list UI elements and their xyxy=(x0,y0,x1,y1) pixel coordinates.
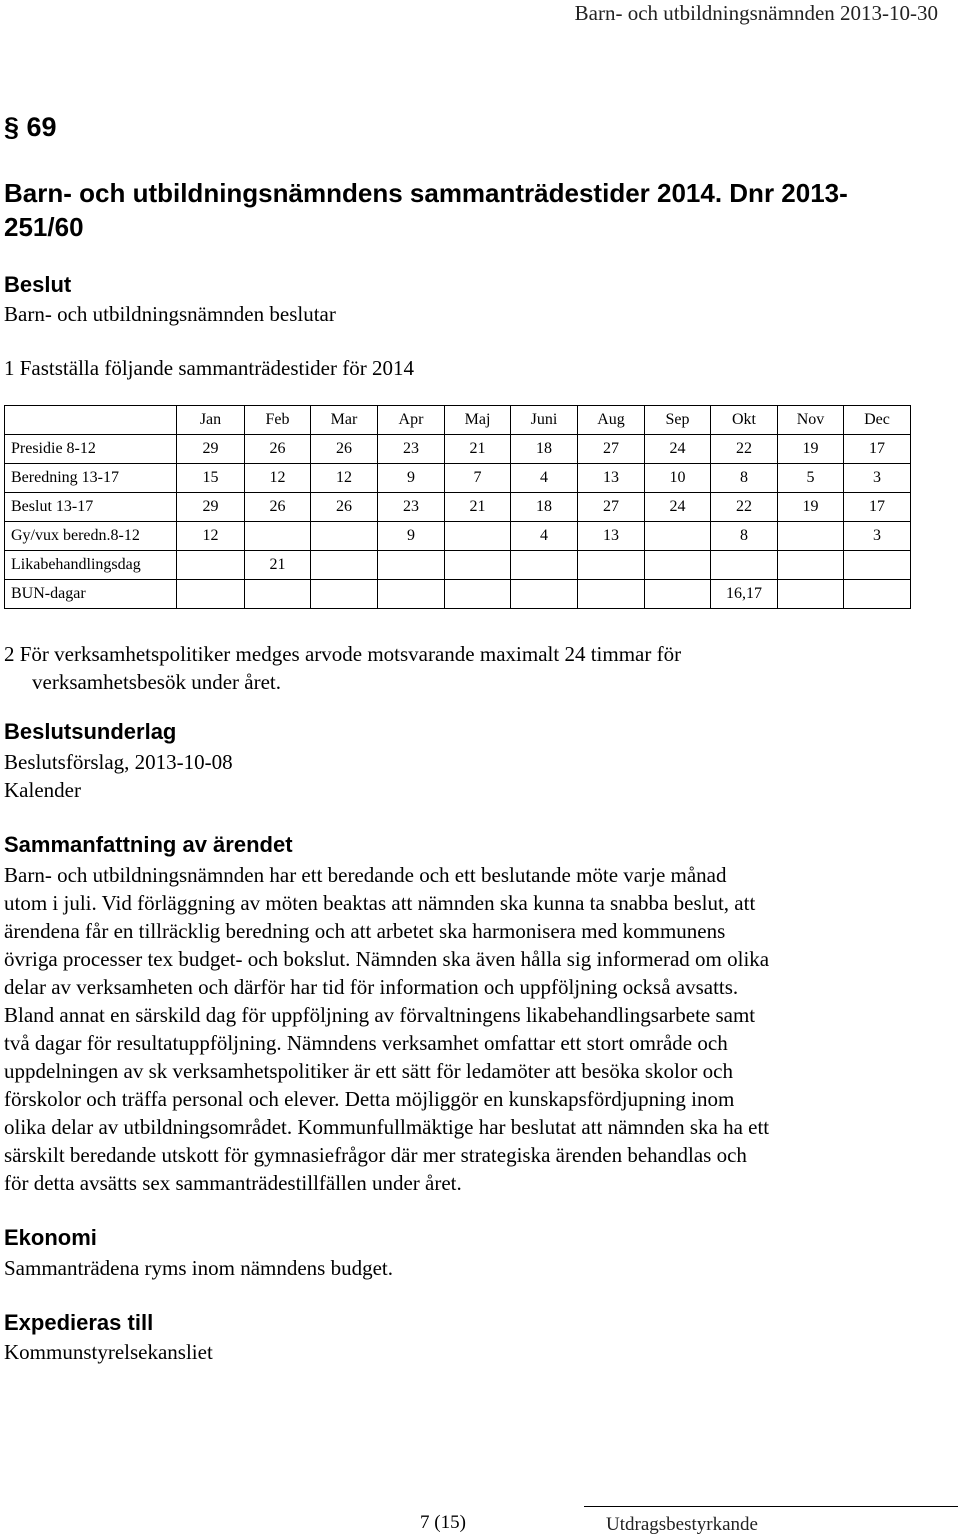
economy-text: Sammanträdena ryms inom nämndens budget. xyxy=(4,1256,394,1280)
table-cell xyxy=(844,551,911,580)
table-cell xyxy=(378,551,445,580)
table-cell: 26 xyxy=(311,435,378,464)
table-cell xyxy=(778,522,844,551)
table-cell xyxy=(245,580,311,609)
month-header: Jan xyxy=(177,406,245,435)
table-cell xyxy=(645,551,711,580)
table-cell xyxy=(578,580,645,609)
table-cell xyxy=(511,551,578,580)
table-cell: 9 xyxy=(378,522,445,551)
decision-heading: Beslut xyxy=(4,272,72,297)
table-cell xyxy=(311,522,378,551)
month-header: Maj xyxy=(445,406,511,435)
table-cell xyxy=(177,551,245,580)
table-cell xyxy=(778,551,844,580)
table-cell xyxy=(378,580,445,609)
table-cell: 19 xyxy=(778,435,844,464)
table-cell: 13 xyxy=(578,522,645,551)
table-cell xyxy=(445,580,511,609)
summary-line: övriga processer tex budget- och bokslut. Nämnden ska även hålla sig informerad om olika xyxy=(4,947,770,971)
table-cell: 8 xyxy=(711,464,778,493)
table-corner-cell xyxy=(5,406,177,435)
table-cell xyxy=(645,580,711,609)
page-number: 7 (15) xyxy=(420,1512,466,1533)
table-cell xyxy=(778,580,844,609)
table-cell: 12 xyxy=(311,464,378,493)
table-cell: 22 xyxy=(711,435,778,464)
row-label: Beslut 13-17 xyxy=(5,493,177,522)
summary-line: Barn- och utbildningsnämnden har ett beredande och ett beslutande möte varje månad xyxy=(4,863,727,887)
table-cell: 26 xyxy=(311,493,378,522)
decision-item-1: 1 Fastställa följande sammanträdestider för 2014 xyxy=(4,356,414,380)
table-cell: 5 xyxy=(778,464,844,493)
summary-line: uppdelningen av sk verksamhetspolitiker är ett sätt för ledamöter att besöka skolor och xyxy=(4,1059,733,1083)
table-cell: 12 xyxy=(245,464,311,493)
table-cell: 13 xyxy=(578,464,645,493)
document-title: Barn- och utbildningsnämndens sammanträdestider 2014. Dnr 2013-251/60 xyxy=(4,178,848,242)
month-header: Sep xyxy=(645,406,711,435)
table-cell: 24 xyxy=(645,435,711,464)
summary-line: olika delar av utbildningsområdet. Kommunfullmäktige har beslutat att nämnden ska ha ett xyxy=(4,1115,770,1139)
table-cell: 9 xyxy=(378,464,445,493)
table-row xyxy=(5,493,911,522)
month-header: Apr xyxy=(378,406,445,435)
table-cell: 24 xyxy=(645,493,711,522)
distribution-heading: Expedieras till xyxy=(4,1310,154,1335)
summary-line: förskolor och träffa personal och elever. Detta möjliggör en kunskapsfördjupning inom xyxy=(4,1087,735,1111)
table-cell: 17 xyxy=(844,493,911,522)
table-cell: 21 xyxy=(245,551,311,580)
table-header-row xyxy=(5,406,911,435)
table-cell xyxy=(844,580,911,609)
table-row xyxy=(5,580,911,609)
table-cell: 18 xyxy=(511,493,578,522)
summary-line: särskilt beredande utskott för gymnasiefrågor där mer strategiska ärenden behandlas och xyxy=(4,1143,747,1167)
table-cell xyxy=(311,580,378,609)
distribution-text: Kommunstyrelsekansliet xyxy=(4,1340,213,1364)
table-cell xyxy=(711,551,778,580)
table-cell xyxy=(177,580,245,609)
table-row xyxy=(5,464,911,493)
row-label: Presidie 8-12 xyxy=(5,435,177,464)
table-cell: 18 xyxy=(511,435,578,464)
decision-item-2-line-2: verksamhetsbesök under året. xyxy=(32,670,281,694)
basis-heading: Beslutsunderlag xyxy=(4,719,177,744)
month-header: Okt xyxy=(711,406,778,435)
table-cell: 23 xyxy=(378,435,445,464)
table-cell: 23 xyxy=(378,493,445,522)
table-cell xyxy=(245,522,311,551)
decision-intro: Barn- och utbildningsnämnden beslutar xyxy=(4,302,336,326)
month-header: Mar xyxy=(311,406,378,435)
table-cell: 29 xyxy=(177,435,245,464)
table-cell: 8 xyxy=(711,522,778,551)
row-label: Likabehandlingsdag xyxy=(5,551,177,580)
table-cell xyxy=(511,580,578,609)
table-cell: 29 xyxy=(177,493,245,522)
table-cell: 19 xyxy=(778,493,844,522)
table-row xyxy=(5,435,911,464)
table-cell: 15 xyxy=(177,464,245,493)
month-header: Juni xyxy=(511,406,578,435)
table-cell: 4 xyxy=(511,464,578,493)
table-cell: 7 xyxy=(445,464,511,493)
row-label: Gy/vux beredn.8-12 xyxy=(5,522,177,551)
summary-line: två dagar för resultatuppföljning. Nämndens verksamhet omfattar ett stort område och xyxy=(4,1031,728,1055)
table-cell: 26 xyxy=(245,435,311,464)
summary-line: för detta avsätts sex sammanträdestillfällen under året. xyxy=(4,1171,462,1195)
running-header: Barn- och utbildningsnämnden 2013-10-30 xyxy=(574,1,938,25)
table-cell: 21 xyxy=(445,493,511,522)
summary-line: ärendena får en tillräcklig beredning och att arbetet ska harmonisera med kommunens xyxy=(4,919,726,943)
table-cell: 4 xyxy=(511,522,578,551)
table-cell: 27 xyxy=(578,493,645,522)
summary-text xyxy=(4,861,904,1197)
basis-item: Kalender xyxy=(4,778,81,802)
economy-heading: Ekonomi xyxy=(4,1225,97,1250)
basis-item: Beslutsförslag, 2013-10-08 xyxy=(4,750,233,774)
table-cell xyxy=(578,551,645,580)
table-cell: 21 xyxy=(445,435,511,464)
summary-line: Bland annat en särskild dag för uppföljning av förvaltningens likabehandlingsarbete samt xyxy=(4,1003,756,1027)
month-header: Nov xyxy=(778,406,844,435)
table-cell: 10 xyxy=(645,464,711,493)
table-cell: 26 xyxy=(245,493,311,522)
month-header: Aug xyxy=(578,406,645,435)
table-cell: 3 xyxy=(844,522,911,551)
table-cell xyxy=(445,522,511,551)
table-row xyxy=(5,522,911,551)
month-header: Dec xyxy=(844,406,911,435)
section-number: § 69 xyxy=(4,112,57,142)
table-cell: 12 xyxy=(177,522,245,551)
table-cell: 16,17 xyxy=(711,580,778,609)
decision-item-2-line-1: 2 För verksamhetspolitiker medges arvode motsvarande maximalt 24 timmar för xyxy=(4,642,682,666)
table-cell: 3 xyxy=(844,464,911,493)
summary-heading: Sammanfattning av ärendet xyxy=(4,832,293,857)
table-cell: 17 xyxy=(844,435,911,464)
table-cell xyxy=(311,551,378,580)
signature-rule xyxy=(584,1506,958,1507)
month-header: Feb xyxy=(245,406,311,435)
table-row xyxy=(5,551,911,580)
row-label: BUN-dagar xyxy=(5,580,177,609)
row-label: Beredning 13-17 xyxy=(5,464,177,493)
table-cell: 27 xyxy=(578,435,645,464)
table-cell: 22 xyxy=(711,493,778,522)
summary-line: delar av verksamheten och därför har tid för information och uppföljning också avsatts. xyxy=(4,975,739,999)
signature-label: Utdragsbestyrkande xyxy=(606,1514,758,1535)
summary-line: utom i juli. Vid förläggning av möten beaktas att nämnden ska kunna ta snabba beslut, att xyxy=(4,891,756,915)
table-cell xyxy=(445,551,511,580)
meeting-schedule-table xyxy=(4,405,911,609)
table-cell xyxy=(645,522,711,551)
